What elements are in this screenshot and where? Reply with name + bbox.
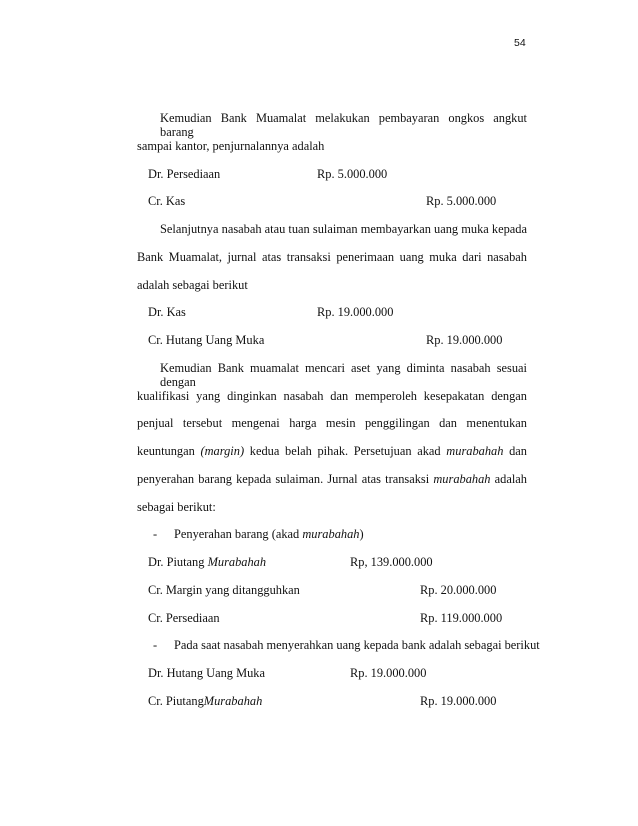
text-adalah: adalah: [494, 472, 527, 486]
paragraph-2-line-3: adalah sebagai berikut: [137, 278, 248, 292]
journal-3-credit-2: Rp. 20.000.000: [420, 583, 497, 597]
journal-3-credit-3: Rp. 119.000.000: [420, 611, 503, 625]
journal-2-debit-1: Rp. 19.000.000: [317, 305, 394, 319]
bullet-1-text-italic: murabahah: [302, 527, 360, 541]
paragraph-3-line-5: [137, 472, 527, 486]
journal-1-debit-1: Rp. 5.000.000: [317, 167, 388, 181]
text-murabahah-italic-2: murabahah: [433, 472, 491, 486]
journal-1-account-1: Dr. Persediaan: [148, 167, 221, 181]
bullet-2-text: Pada saat nasabah menyerahkan uang kepada bank adalah sebagai berikut: [174, 638, 540, 652]
paragraph-1-line-1: Kemudian Bank Muamalat melakukan pembayaran ongkos angkut barang: [160, 111, 527, 139]
text-margin-italic: (margin): [200, 444, 245, 458]
text-keuntungan: keuntungan: [137, 444, 195, 458]
text-murabahah-italic: murabahah: [446, 444, 504, 458]
paragraph-3-line-3: penjual tersebut mengenai harga mesin penggilingan dan menentukan: [137, 416, 527, 430]
bullet-1-text-a: Penyerahan barang (akad: [174, 527, 300, 541]
journal-2-credit-2: Rp. 19.000.000: [426, 333, 503, 347]
journal-4-account-2-italic: Murabahah: [203, 694, 263, 708]
bullet-2-dash: -: [153, 638, 158, 652]
journal-1-credit-2: Rp. 5.000.000: [426, 194, 497, 208]
journal-4-account-1: Dr. Hutang Uang Muka: [148, 666, 266, 680]
text-penyerahan: penyerahan barang kepada sulaiman. Jurnal atas transaksi: [137, 472, 430, 486]
journal-3-account-3: Cr. Persediaan: [148, 611, 220, 625]
journal-3-account-1: [148, 555, 266, 569]
journal-4-credit-2: Rp. 19.000.000: [420, 694, 497, 708]
text-dan: dan: [509, 444, 527, 458]
page-number: 54: [514, 37, 526, 49]
journal-4-debit-1: Rp. 19.000.000: [350, 666, 427, 680]
journal-3-account-1-a: Dr. Piutang: [148, 555, 205, 569]
journal-3-account-1-italic: Murabahah: [207, 555, 267, 569]
paragraph-3-line-4: [137, 444, 527, 458]
journal-4-account-2: [148, 694, 262, 708]
journal-4-account-2-a: Cr. Piutang: [148, 694, 204, 708]
journal-2-account-1: Dr. Kas: [148, 305, 186, 319]
paragraph-2-line-2: Bank Muamalat, jurnal atas transaksi penerimaan uang muka dari nasabah: [137, 250, 527, 264]
paragraph-3-line-1: Kemudian Bank muamalat mencari aset yang diminta nasabah sesuai dengan: [160, 361, 527, 389]
bullet-1-text: [174, 527, 364, 541]
paragraph-2-line-1: Selanjutnya nasabah atau tuan sulaiman membayarkan uang muka kepada: [160, 222, 527, 236]
bullet-1-dash: -: [153, 527, 158, 541]
journal-3-debit-1: Rp, 139.000.000: [350, 555, 433, 569]
paragraph-3-line-2: kualifikasi yang dinginkan nasabah dan memperoleh kesepakatan dengan: [137, 389, 527, 403]
journal-3-account-2: Cr. Margin yang ditangguhkan: [148, 583, 300, 597]
text-kedua-belah-pihak: kedua belah pihak. Persetujuan akad: [249, 444, 441, 458]
bullet-1-text-c: ): [359, 527, 364, 541]
paragraph-1-line-2: sampai kantor, penjurnalannya adalah: [137, 139, 325, 153]
journal-2-account-2: Cr. Hutang Uang Muka: [148, 333, 265, 347]
journal-1-account-2: Cr. Kas: [148, 194, 186, 208]
paragraph-3-line-6: sebagai berikut:: [137, 500, 216, 514]
